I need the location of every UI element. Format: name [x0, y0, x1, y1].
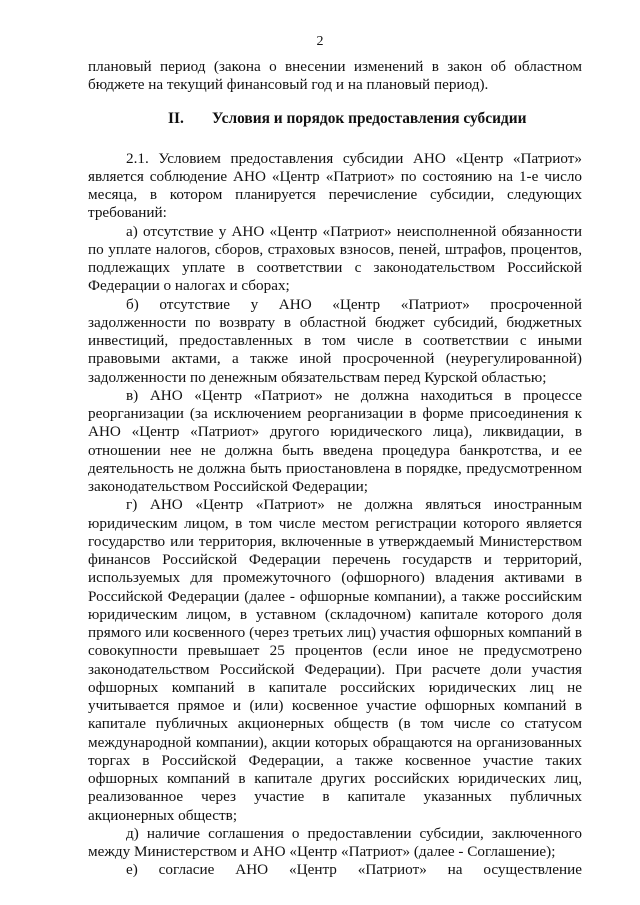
section-heading: [88, 110, 582, 128]
paragraph-item-e: е) согласие АНО «Центр «Патриот» на осуществление: [126, 861, 582, 879]
paragraph-item-d: д) наличие соглашения о предоставлении субсидии, заключенного между Министерством и АНО «Центр «Патриот» (далее - Соглашение);: [88, 824, 582, 860]
paragraph-2-1: 2.1. Условием предоставления субсидии АНО «Центр «Патриот» является соблюдение АНО «Центр «Патриот» по состоянию на 1-е число месяца, в котором планируется перечисление субсидии, следующих требований:: [88, 149, 582, 222]
paragraph-item-v: в) АНО «Центр «Патриот» не должна находиться в процессе реорганизации (за исключением реорганизации в форме присоединения к АНО «Центр «Патриот» другого юридического лица), ликвидации, в отношении нее не должна быть введена процедура банкротства, и ее деятельность не должна быть приостановлена в порядке, предусмотренном законодательством Российской Федерации;: [88, 386, 582, 495]
paragraph-item-g: г) АНО «Центр «Патриот» не должна являться иностранным юридическим лицом, в том числе местом регистрации которого является государство или территория, включенные в утверждаемый Министерством финансов Российской Федерации перечень государств и территорий, используемых для промежуточного (офшорного) владения активами в Российской Федерации (далее - офшорные компании), а также российским юридическим лицом, в уставном (складочном) капитале которого доля прямого или косвенного (через третьих лиц) участия офшорных компаний в совокупности превышает 25 процентов (если иное не предусмотрено законодательством Российской Федерации). При расчете доли участия офшорных компаний в капитале российских юридических лиц не учитывается прямое и (или) косвенное участие офшорных компаний в капитале публичных акционерных обществ (в том числе со статусом международной компании), акции которых обращаются на организованных торгах в Российской Федерации, а также косвенное участие таких офшорных компаний в капитале других российских юридических лиц, реализованное через участие в капитале указанных публичных акционерных обществ;: [88, 496, 582, 824]
section-title: Условия и порядок предоставления субсидии: [212, 109, 527, 127]
document-body: [88, 58, 582, 880]
intro-paragraph: плановый период (закона о внесении изменений в закон об областном бюджете на текущий финансовый год и на плановый период).: [88, 58, 582, 94]
paragraph-item-b: б) отсутствие у АНО «Центр «Патриот» просроченной задолженности по возврату в областной бюджет субсидий, бюджетных инвестиций, предоставленных в том числе в соответствии с иными правовыми актами, а также иной просроченной (неурегулированной) задолженности по денежным обязательствам перед Курской областью;: [88, 295, 582, 386]
section-number: II.: [168, 109, 184, 127]
paragraph-item-a: а) отсутствие у АНО «Центр «Патриот» неисполненной обязанности по уплате налогов, сборов, страховых взносов, пеней, штрафов, процентов, подлежащих уплате в соответствии с законодательством Российской Федерации о налогах и сборах;: [88, 222, 582, 295]
page-number: 2: [316, 34, 324, 49]
